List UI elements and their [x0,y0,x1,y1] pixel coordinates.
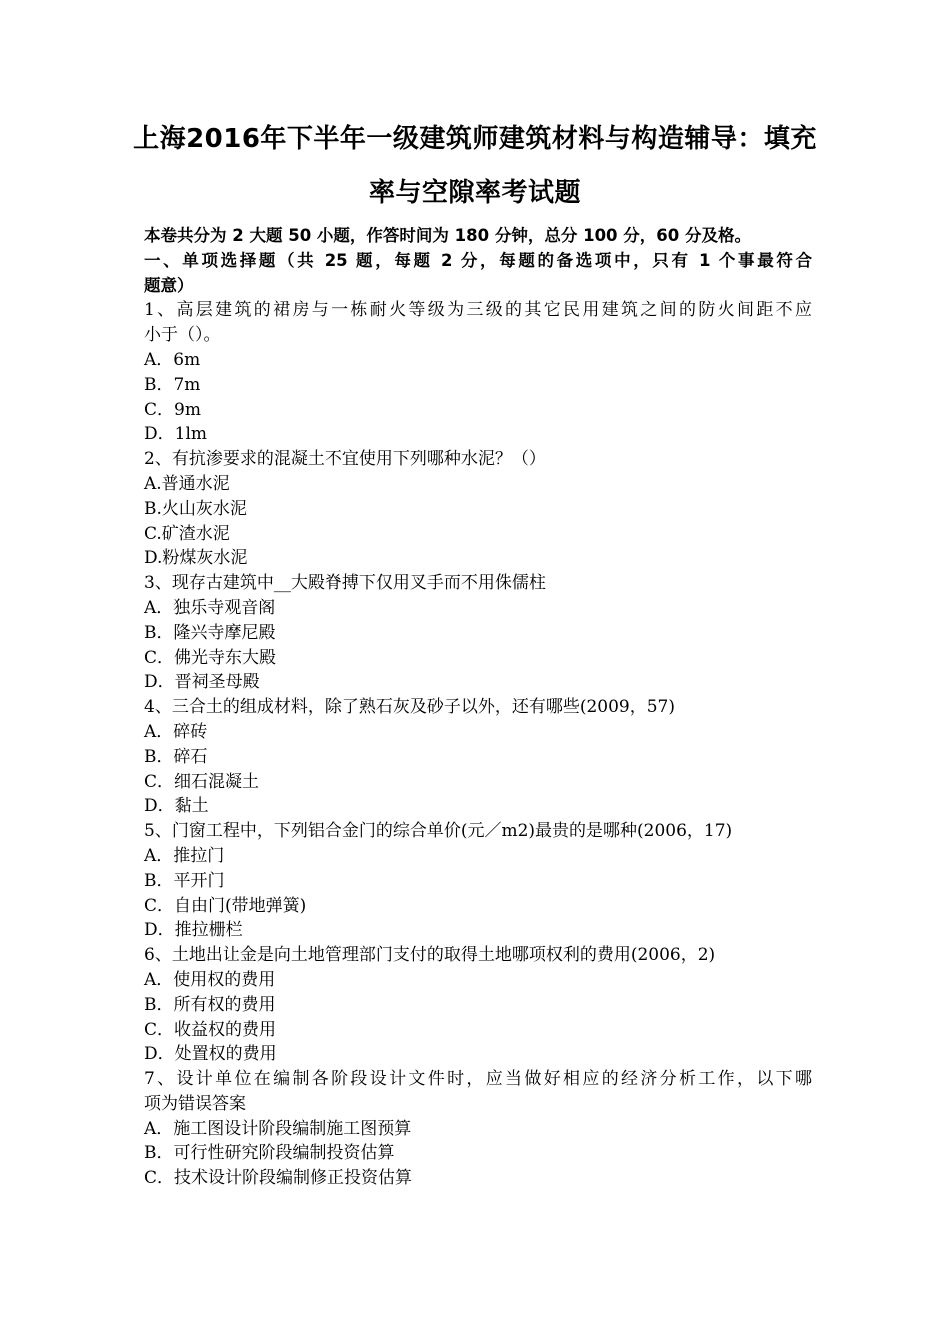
text-line: A．碎砖 [144,721,208,742]
text-line: C．细石混凝土 [144,771,260,792]
text-line: C．技术设计阶段编制修正投资估算 [144,1168,413,1189]
text-line: 一、单项选择题（共 25 题，每题 2 分，每题的备选项中，只有 1 个事最符合 [144,250,812,270]
text-line: D．推拉栅栏 [144,920,243,941]
text-line: 6、土地出让金是向土地管理部门支付的取得土地哪项权利的费用(2006，2) [144,945,716,966]
text-line: D．1lm [144,424,208,445]
text-line: A．独乐寺观音阁 [144,597,276,618]
text-line: 本卷共分为 2 大题 50 小题，作答时间为 180 分钟，总分 100 分，60 分及格。 [144,226,751,245]
text-line: 题意） [144,275,194,295]
document-title-line-1: 上海2016年下半年一级建筑师建筑材料与构造辅导：填充 [133,124,817,154]
document-title-line-2: 率与空隙率考试题 [368,178,581,208]
text-line: C．收益权的费用 [144,1019,277,1040]
text-line: C．自由门(带地弹簧) [144,895,307,916]
text-line: A．施工图设计阶段编制施工图预算 [144,1118,412,1139]
text-line: B．平开门 [144,870,225,891]
text-line: A．使用权的费用 [144,969,276,990]
text-line: D.粉煤灰水泥 [144,548,248,569]
text-line: B．可行性研究阶段编制投资估算 [144,1143,395,1164]
text-line: 项为错误答案 [144,1093,246,1114]
text-line: B．7m [144,374,201,395]
text-line: D．处置权的费用 [144,1044,277,1065]
text-line: C．佛光寺东大殿 [144,647,277,668]
text-line: 7、设计单位在编制各阶段设计文件时，应当做好相应的经济分析工作，以下哪 [144,1069,812,1090]
document-body [144,224,812,1191]
text-line: D．黏土 [144,796,209,817]
text-line: 5、门窗工程中，下列铝合金门的综合单价(元／m2)最贵的是哪种(2006，17) [144,821,733,842]
text-line: 3、现存古建筑中__大殿脊搏下仅用叉手而不用侏儒柱 [144,573,546,594]
text-line: 1、高层建筑的裙房与一栋耐火等级为三级的其它民用建筑之间的防火间距不应 [144,300,812,321]
text-line: B.火山灰水泥 [144,498,247,519]
text-line: A．6m [144,349,201,370]
text-line: B．所有权的费用 [144,994,276,1015]
text-line: C.矿渣水泥 [144,523,230,544]
text-line: C．9m [144,399,201,420]
text-line: D．晋祠圣母殿 [144,672,260,693]
text-line: B．碎石 [144,746,208,767]
text-line: B．隆兴寺摩尼殿 [144,622,276,643]
text-line: A.普通水泥 [144,473,230,494]
text-line: 小于（）。 [144,325,221,346]
text-line: A．推拉门 [144,845,225,866]
text-line: 2、有抗渗要求的混凝土不宜使用下列哪种水泥？（） [144,449,546,470]
text-line: 4、三合土的组成材料，除了熟石灰及砂子以外，还有哪些(2009，57) [144,697,675,718]
